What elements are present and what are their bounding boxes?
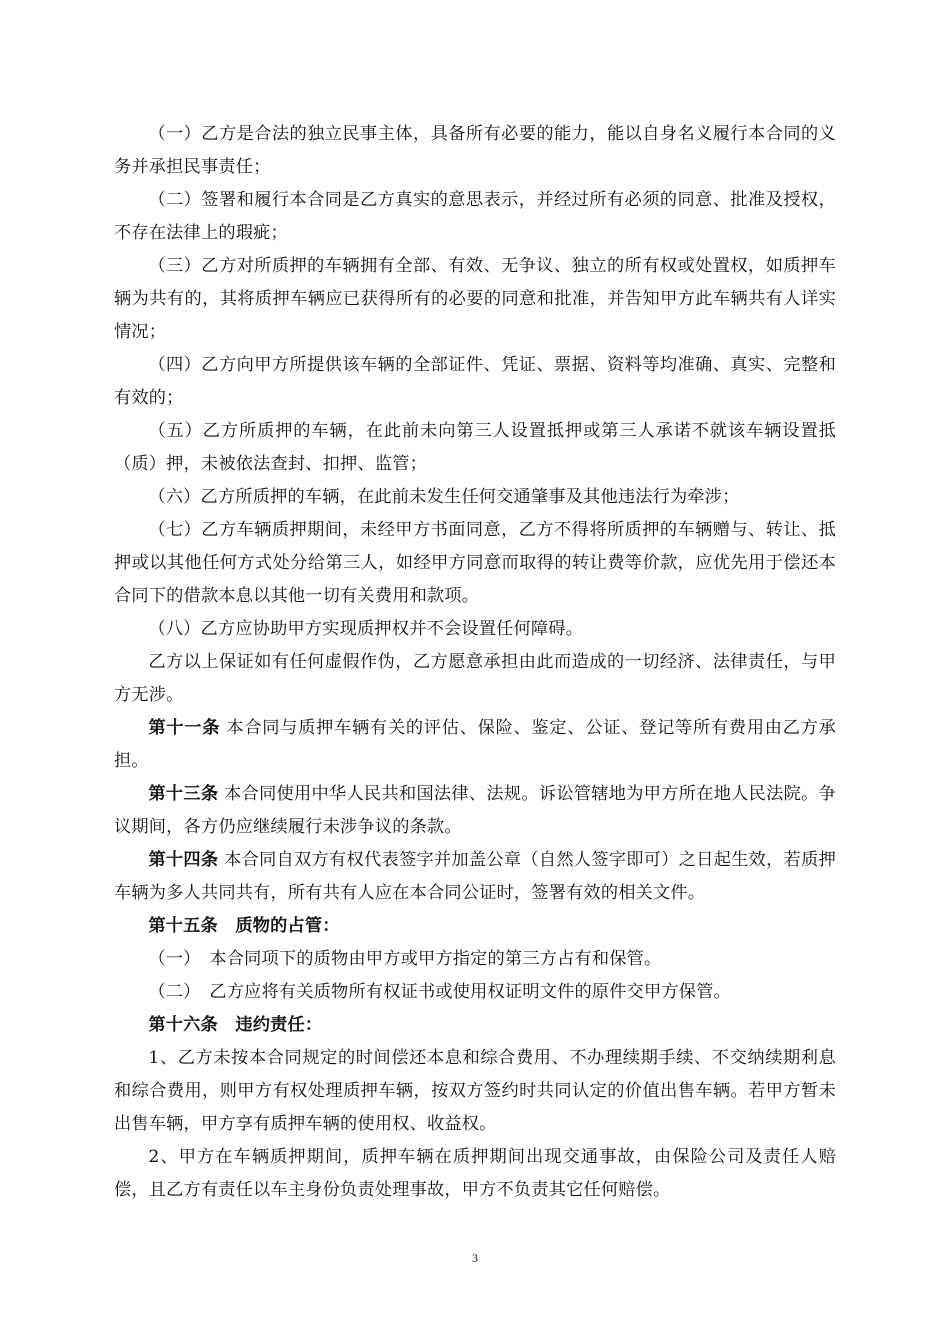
clause-paragraph [114, 514, 836, 613]
article-paragraph [114, 844, 836, 910]
clause-paragraph [114, 613, 836, 646]
article-heading: 第十三条 [148, 784, 219, 804]
clause-text: （四）乙方向甲方所提供该车辆的全部证件、凭证、票据、资料等均准确、真实、完整和有效的； [114, 355, 836, 408]
clause-text: （七）乙方车辆质押期间，未经甲方书面同意，乙方不得将所质押的车辆赠与、转让、抵押或以其他任何方式处分给第三人，如经甲方同意而取得的转让费等价款，应优先用于偿还本合同下的借款本息以其他一切有关费用和款项。 [114, 520, 836, 606]
clause-text: （六）乙方所质押的车辆，在此前未发生任何交通肇事及其他违法行为牵涉； [148, 487, 740, 507]
clause-text: （五）乙方所质押的车辆，在此前未向第三人设置抵押或第三人承诺不就该车辆设置抵（质）押，未被依法查封、扣押、监管； [114, 421, 836, 474]
clause-paragraph [114, 1141, 836, 1207]
clause-paragraph [114, 1042, 836, 1141]
clause-text: 乙方以上保证如有任何虚假作伪，乙方愿意承担由此而造成的一切经济、法律责任，与甲方无涉。 [114, 652, 836, 705]
article-heading: 第十一条 [148, 718, 221, 738]
clause-paragraph [114, 976, 836, 1009]
article-heading: 第十五条 质物的占管： [148, 916, 340, 936]
clause-paragraph [114, 250, 836, 349]
clause-text: （二）签署和履行本合同是乙方真实的意思表示，并经过所有必须的同意、批准及授权，不存在法律上的瑕疵； [114, 190, 836, 243]
clause-paragraph [114, 184, 836, 250]
clause-text: （一） 本合同项下的质物由甲方或甲方指定的第三方占有和保管。 [148, 949, 662, 969]
clause-paragraph [114, 646, 836, 712]
article-heading: 第十六条 违约责任： [148, 1015, 323, 1035]
clause-text: （三）乙方对所质押的车辆拥有全部、有效、无争议、独立的所有权或处置权，如质押车辆为共有的，其将质押车辆应已获得所有的必要的同意和批准，并告知甲方此车辆共有人详实情况； [114, 256, 836, 342]
clause-text: （八）乙方应协助甲方实现质押权并不会设置任何障碍。 [148, 619, 584, 639]
article-text: 本合同使用中华人民共和国法律、法规。诉讼管辖地为甲方所在地人民法院。争议期间，各方仍应继续履行未涉争议的条款。 [114, 784, 836, 837]
article-heading: 第十四条 [148, 850, 219, 870]
clause-text: 2、甲方在车辆质押期间，质押车辆在质押期间出现交通事故，由保险公司及责任人赔偿，且乙方有责任以车主身份负责处理事故，甲方不负责其它任何赔偿。 [114, 1147, 836, 1200]
article-paragraph [114, 1009, 836, 1042]
clause-paragraph [114, 118, 836, 184]
page-number: 3 [472, 1251, 478, 1265]
document-body [114, 118, 836, 1207]
clause-text: （二） 乙方应将有关质物所有权证书或使用权证明文件的原件交甲方保管。 [148, 982, 731, 1002]
article-paragraph [114, 910, 836, 943]
clause-text: 1、乙方未按本合同规定的时间偿还本息和综合费用、不办理续期手续、不交纳续期利息和综合费用，则甲方有权处理质押车辆，按双方签约时共同认定的价值出售车辆。若甲方暂未出售车辆，甲方享有质押车辆的使用权、收益权。 [114, 1048, 836, 1134]
clause-paragraph [114, 415, 836, 481]
article-text: 本合同自双方有权代表签字并加盖公章（自然人签字即可）之日起生效，若质押车辆为多人共同共有，所有共有人应在本合同公证时，签署有效的相关文件。 [114, 850, 836, 903]
article-paragraph [114, 712, 836, 778]
article-paragraph [114, 778, 836, 844]
clause-paragraph [114, 349, 836, 415]
clause-paragraph [114, 943, 836, 976]
clause-paragraph [114, 481, 836, 514]
article-text: 本合同与质押车辆有关的评估、保险、鉴定、公证、登记等所有费用由乙方承担。 [114, 718, 837, 771]
clause-text: （一）乙方是合法的独立民事主体，具备所有必要的能力，能以自身名义履行本合同的义务并承担民事责任； [114, 124, 836, 177]
